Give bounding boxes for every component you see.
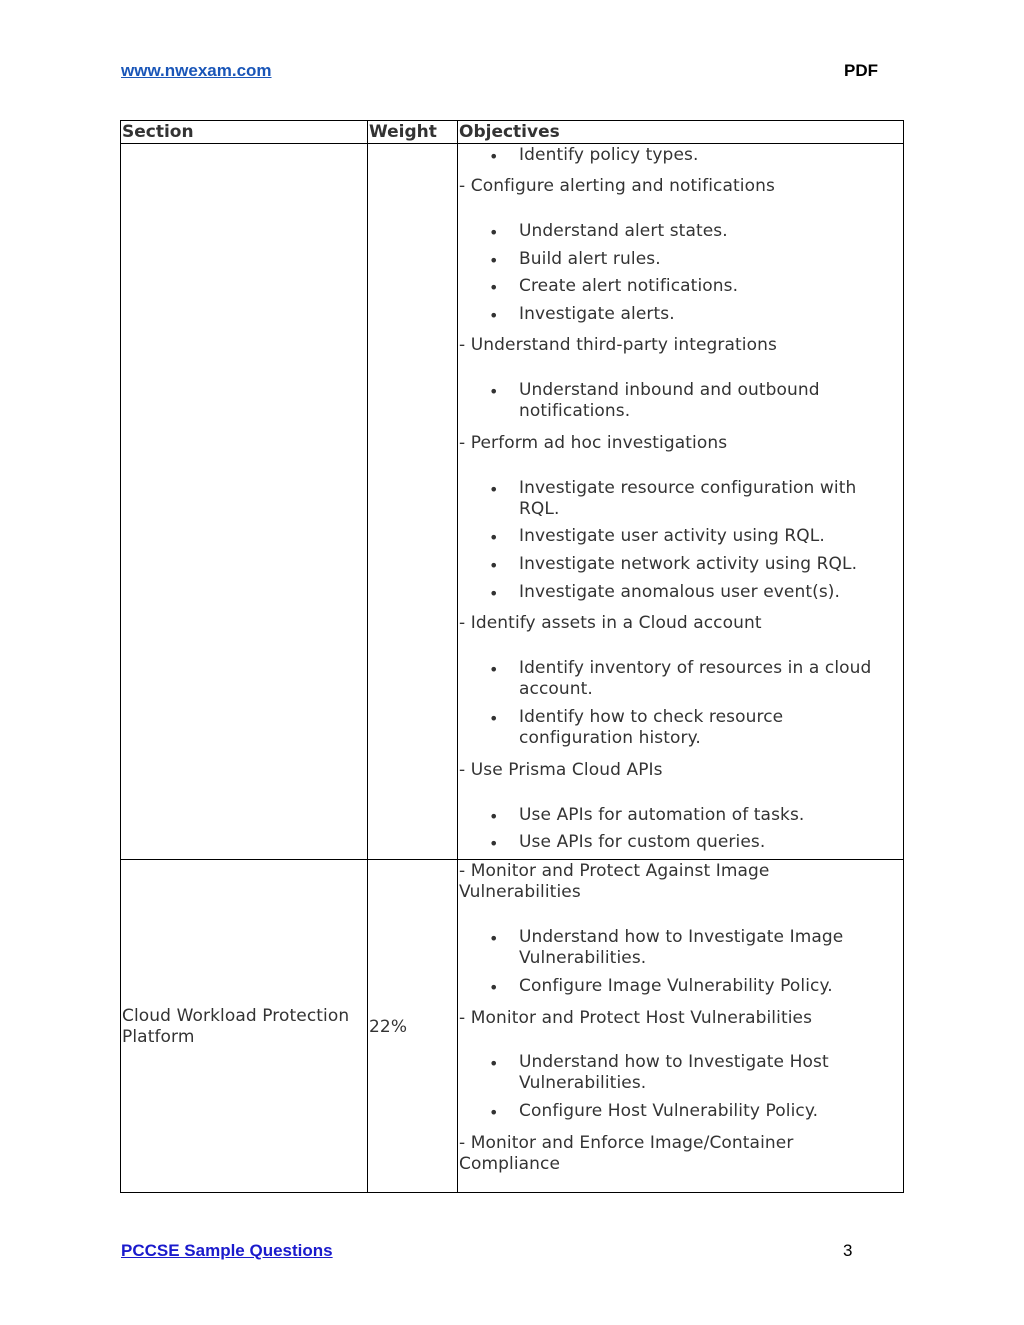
objective-heading: - Monitor and Protect Against Image Vulnerabilities bbox=[459, 861, 770, 902]
bullet-marker: • bbox=[489, 306, 499, 325]
column-divider-objectives bbox=[457, 120, 458, 1193]
objective-item: Identify policy types. bbox=[519, 145, 699, 165]
header-section: Section bbox=[122, 122, 194, 142]
objective-heading: - Monitor and Enforce Image/Container Compliance bbox=[459, 1133, 794, 1174]
objective-item: Investigate user activity using RQL. bbox=[519, 526, 825, 546]
objective-item: Understand inbound and outbound notifications. bbox=[519, 380, 820, 421]
objective-item: Use APIs for automation of tasks. bbox=[519, 805, 805, 825]
objective-item: Investigate alerts. bbox=[519, 304, 675, 324]
column-divider-weight bbox=[367, 120, 368, 1193]
bullet-marker: • bbox=[489, 382, 499, 401]
objective-item: Configure Host Vulnerability Policy. bbox=[519, 1101, 819, 1121]
bullet-marker: • bbox=[489, 978, 499, 997]
table-border-bottom bbox=[120, 1192, 904, 1193]
table-border-top bbox=[120, 120, 904, 121]
row-divider bbox=[120, 859, 904, 860]
objective-item: Understand alert states. bbox=[519, 221, 728, 241]
bullet-marker: • bbox=[489, 528, 499, 547]
bullet-marker: • bbox=[489, 556, 499, 575]
weight-cell: 22% bbox=[369, 1017, 408, 1037]
bullet-marker: • bbox=[489, 480, 499, 499]
bullet-marker: • bbox=[489, 834, 499, 853]
table-border-right bbox=[903, 120, 904, 1193]
objective-item: Understand how to Investigate Host Vulnerabilities. bbox=[519, 1052, 829, 1093]
objective-item: Build alert rules. bbox=[519, 249, 661, 269]
objective-item: Identify how to check resource configuration history. bbox=[519, 707, 784, 748]
bullet-marker: • bbox=[489, 1054, 499, 1073]
objective-item: Investigate resource configuration with RQL. bbox=[519, 478, 857, 519]
footer-title-link[interactable]: PCCSE Sample Questions bbox=[121, 1241, 333, 1260]
page-number: 3 bbox=[843, 1241, 853, 1260]
bullet-marker: • bbox=[489, 584, 499, 603]
bullet-marker: • bbox=[489, 251, 499, 270]
objective-item: Use APIs for custom queries. bbox=[519, 832, 766, 852]
objective-heading: - Configure alerting and notifications bbox=[459, 176, 775, 196]
objective-heading: - Understand third-party integrations bbox=[459, 335, 777, 355]
objective-item: Identify inventory of resources in a cloud account. bbox=[519, 658, 872, 699]
objective-item: Create alert notifications. bbox=[519, 276, 739, 296]
table-border-left bbox=[120, 120, 121, 1193]
bullet-marker: • bbox=[489, 1103, 499, 1122]
bullet-marker: • bbox=[489, 807, 499, 826]
bullet-marker: • bbox=[489, 278, 499, 297]
header-row-divider bbox=[120, 143, 904, 144]
bullet-marker: • bbox=[489, 223, 499, 242]
objective-item: Investigate network activity using RQL. bbox=[519, 554, 858, 574]
site-link[interactable]: www.nwexam.com bbox=[121, 61, 272, 80]
bullet-marker: • bbox=[489, 709, 499, 728]
objective-heading: - Use Prisma Cloud APIs bbox=[459, 760, 663, 780]
bullet-marker: • bbox=[489, 660, 499, 679]
objective-item: Configure Image Vulnerability Policy. bbox=[519, 976, 833, 996]
bullet-marker: • bbox=[489, 929, 499, 948]
section-cell: Cloud Workload Protection Platform bbox=[122, 1006, 350, 1047]
objective-item: Understand how to Investigate Image Vulnerabilities. bbox=[519, 927, 844, 968]
header-objectives: Objectives bbox=[459, 122, 560, 142]
objective-heading: - Perform ad hoc investigations bbox=[459, 433, 728, 453]
bullet-marker: • bbox=[489, 147, 499, 166]
pdf-label: PDF bbox=[844, 61, 878, 80]
objective-heading: - Monitor and Protect Host Vulnerabilities bbox=[459, 1008, 813, 1028]
header-weight: Weight bbox=[369, 122, 437, 142]
objective-item: Investigate anomalous user event(s). bbox=[519, 582, 841, 602]
objective-heading: - Identify assets in a Cloud account bbox=[459, 613, 762, 633]
